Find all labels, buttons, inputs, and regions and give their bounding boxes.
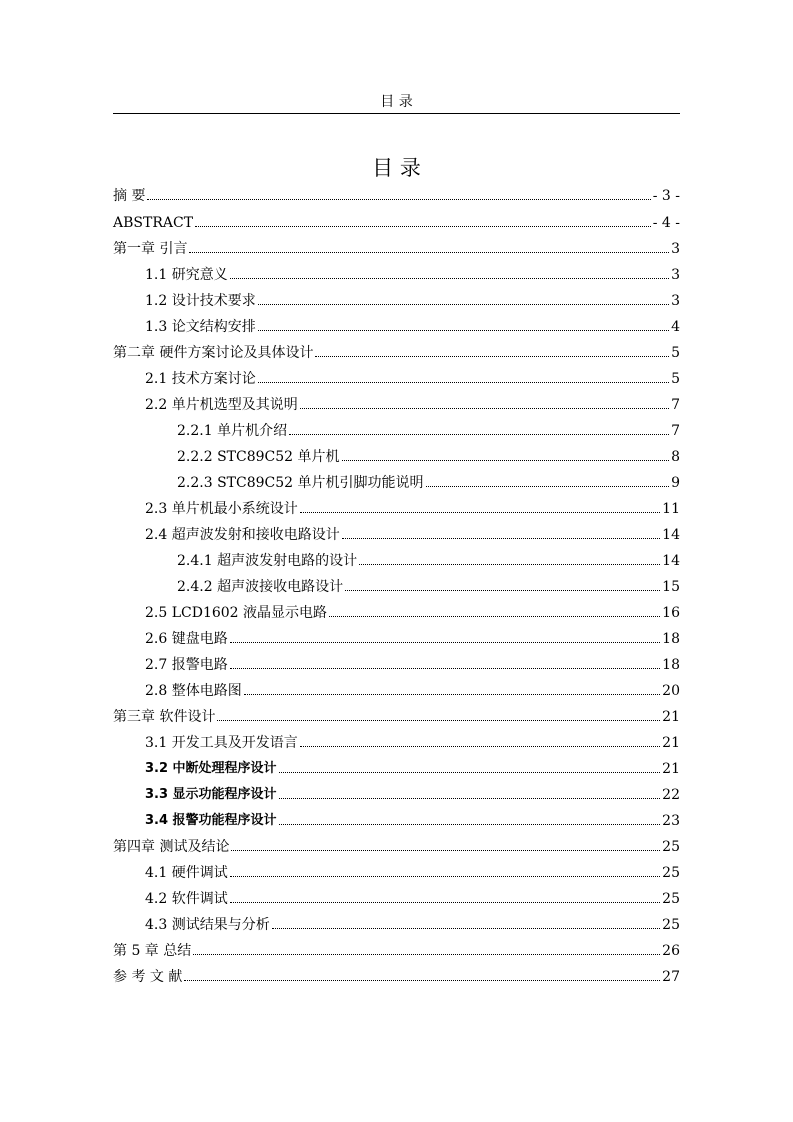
toc-entry-2-4-1[interactable]: [177, 550, 680, 570]
toc-entry-page: 7: [671, 423, 680, 439]
toc-entry-chapter-3[interactable]: [113, 706, 680, 726]
toc-leader-dots: [300, 512, 660, 513]
toc-leader-dots: [217, 720, 660, 721]
toc-entry-page: 27: [662, 969, 680, 985]
toc-leader-dots: [230, 642, 660, 643]
toc-leader-dots: [342, 538, 660, 539]
toc-entry-2-4[interactable]: [145, 524, 680, 544]
toc-leader-dots: [279, 824, 661, 825]
toc-entry-title: 1.1 研究意义: [145, 267, 228, 283]
toc-leader-dots: [195, 226, 651, 227]
toc-entry-4-1[interactable]: [145, 862, 680, 882]
toc-entry-title: 2.7 报警电路: [145, 657, 228, 673]
toc-leader-dots: [289, 434, 669, 435]
toc-entry-title: 2.5 LCD1602 液晶显示电路: [145, 605, 328, 621]
toc-entry-2-3[interactable]: [145, 498, 680, 518]
toc-leader-dots: [258, 304, 669, 305]
toc-entry-page: - 3 -: [652, 188, 680, 204]
toc-entry-title: 2.2.2 STC89C52 单片机: [177, 449, 340, 465]
toc-title: 目 录: [372, 156, 421, 180]
toc-entry-title: 2.4 超声波发射和接收电路设计: [145, 527, 340, 543]
toc-entry-1-3[interactable]: [145, 316, 680, 336]
toc-entry-1-2[interactable]: [145, 290, 680, 310]
toc-entry-page: 9: [671, 475, 680, 491]
toc-entry-page: 25: [662, 865, 680, 881]
toc-entry-2-2[interactable]: [145, 394, 680, 414]
header-rule: [113, 113, 680, 114]
toc-entry-title: 2.2.3 STC89C52 单片机引脚功能说明: [177, 475, 424, 491]
running-header: 目 录: [380, 94, 413, 110]
toc-entry-title: 第 5 章 总结: [113, 943, 192, 959]
toc-entry-page: 25: [662, 917, 680, 933]
toc-entry-page: 5: [671, 371, 680, 387]
toc-entry-3-4[interactable]: [145, 810, 680, 830]
toc-entry-page: 21: [662, 735, 680, 751]
toc-entry-4-3[interactable]: [145, 914, 680, 934]
toc-leader-dots: [426, 486, 670, 487]
toc-leader-dots: [258, 330, 669, 331]
toc-leader-dots: [359, 564, 660, 565]
toc-entry-page: 25: [662, 891, 680, 907]
toc-entry-page: 15: [662, 579, 680, 595]
toc-entry-page: - 4 -: [652, 215, 680, 231]
toc-leader-dots: [230, 902, 660, 903]
toc-entry-title: 第一章 引言: [113, 241, 188, 257]
toc-leader-dots: [189, 252, 669, 253]
toc-entry-title: 第三章 软件设计: [113, 709, 216, 725]
toc-entry-2-6[interactable]: [145, 628, 680, 648]
toc-entry-page: 23: [662, 813, 680, 829]
toc-entry-page: 8: [671, 449, 680, 465]
toc-entry-page: 21: [662, 709, 680, 725]
toc-entry-page: 25: [662, 839, 680, 855]
toc-leader-dots: [231, 850, 660, 851]
toc-entry-page: 3: [671, 293, 680, 309]
toc-entry-2-7[interactable]: [145, 654, 680, 674]
toc-entry-page: 7: [671, 397, 680, 413]
toc-entry-title: 4.2 软件调试: [145, 891, 228, 907]
toc-entry-title: 2.2 单片机选型及其说明: [145, 397, 298, 413]
toc-entry-page: 3: [671, 241, 680, 257]
toc-entry-title: 3.1 开发工具及开发语言: [145, 735, 298, 751]
toc-entry-page: 16: [662, 605, 680, 621]
toc-entry-page: 4: [671, 319, 680, 335]
toc-entry-2-5[interactable]: [145, 602, 680, 622]
toc-entry-title: 2.4.1 超声波发射电路的设计: [177, 553, 358, 569]
toc-entry-title: 第四章 测试及结论: [113, 839, 230, 855]
toc-entry-chapter-2[interactable]: [113, 342, 680, 362]
toc-entry-chapter-5[interactable]: [113, 940, 680, 960]
toc-leader-dots: [193, 954, 660, 955]
toc-entry-title: 3.4 报警功能程序设计: [145, 813, 277, 828]
toc-entry-title: 4.1 硬件调试: [145, 865, 228, 881]
toc-entry-page: 14: [662, 527, 680, 543]
toc-entry-references[interactable]: [113, 966, 680, 986]
toc-entry-title: 3.2 中断处理程序设计: [145, 761, 277, 776]
toc-entry-abstract-cn[interactable]: [113, 185, 680, 205]
toc-leader-dots: [345, 590, 660, 591]
toc-entry-title: 4.3 测试结果与分析: [145, 917, 270, 933]
toc-entry-4-2[interactable]: [145, 888, 680, 908]
toc-entry-title: 2.8 整体电路图: [145, 683, 242, 699]
toc-entry-chapter-4[interactable]: [113, 836, 680, 856]
toc-leader-dots: [272, 928, 660, 929]
toc-entry-title: 第二章 硬件方案讨论及具体设计: [113, 345, 314, 361]
toc-entry-page: 21: [662, 761, 680, 777]
toc-entry-title: 2.1 技术方案讨论: [145, 371, 256, 387]
toc-entry-title: 3.3 显示功能程序设计: [145, 787, 277, 802]
toc-entry-page: 5: [671, 345, 680, 361]
toc-leader-dots: [147, 199, 650, 200]
toc-entry-page: 22: [662, 787, 680, 803]
toc-entry-2-4-2[interactable]: [177, 576, 680, 596]
toc-leader-dots: [230, 668, 660, 669]
toc-leader-dots: [244, 694, 660, 695]
toc-leader-dots: [279, 772, 661, 773]
toc-entry-title: 参 考 文 献: [113, 969, 183, 985]
toc-entry-title: 2.2.1 单片机介绍: [177, 423, 288, 439]
toc-leader-dots: [315, 356, 669, 357]
toc-entry-3-2[interactable]: [145, 758, 680, 778]
toc-entry-title: 摘 要: [113, 188, 146, 204]
toc-entry-title: 1.2 设计技术要求: [145, 293, 256, 309]
toc-entry-3-1[interactable]: [145, 732, 680, 752]
toc-entry-title: 2.4.2 超声波接收电路设计: [177, 579, 344, 595]
toc-leader-dots: [342, 460, 670, 461]
toc-entry-page: 14: [662, 553, 680, 569]
toc-entry-2-8[interactable]: [145, 680, 680, 700]
toc-entry-abstract-en[interactable]: [113, 212, 680, 232]
toc-leader-dots: [300, 408, 669, 409]
toc-leader-dots: [258, 382, 669, 383]
toc-entry-3-3[interactable]: [145, 784, 680, 804]
toc-entry-2-2-3[interactable]: [177, 472, 680, 492]
toc-entry-page: 20: [662, 683, 680, 699]
toc-entry-2-2-1[interactable]: [177, 420, 680, 440]
toc-entry-page: 26: [662, 943, 680, 959]
toc-entry-title: 2.6 键盘电路: [145, 631, 228, 647]
toc-entry-page: 18: [662, 657, 680, 673]
toc-entry-page: 18: [662, 631, 680, 647]
toc-leader-dots: [279, 798, 661, 799]
toc-leader-dots: [329, 616, 660, 617]
toc-entry-2-2-2[interactable]: [177, 446, 680, 466]
toc-leader-dots: [184, 980, 660, 981]
toc-leader-dots: [230, 278, 669, 279]
toc-entry-title: ABSTRACT: [113, 215, 194, 231]
toc-entry-2-1[interactable]: [145, 368, 680, 388]
toc-leader-dots: [230, 876, 660, 877]
toc-entry-1-1[interactable]: [145, 264, 680, 284]
toc-entry-title: 2.3 单片机最小系统设计: [145, 501, 298, 517]
toc-entry-page: 11: [662, 501, 680, 517]
toc-entry-title: 1.3 论文结构安排: [145, 319, 256, 335]
toc-entry-chapter-1[interactable]: [113, 238, 680, 258]
toc-entry-page: 3: [671, 267, 680, 283]
toc-leader-dots: [300, 746, 660, 747]
